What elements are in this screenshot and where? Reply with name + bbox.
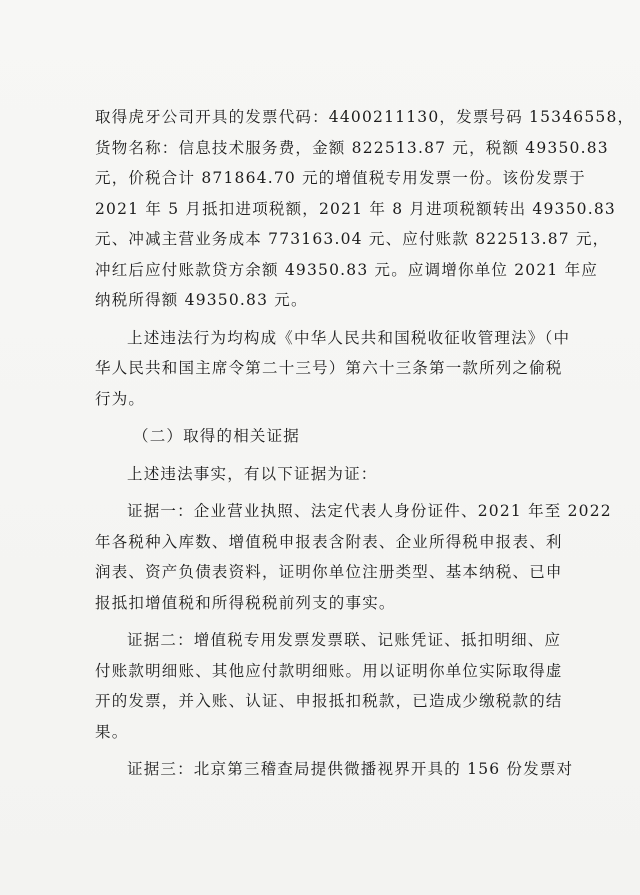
paragraph-evidence-intro (95, 459, 575, 490)
text-line: 开的发票，并入账、认证、申报抵扣税款，已造成少缴税款的结 (95, 692, 563, 710)
text-line: 年各税种入库数、增值税申报表含附表、企业所得税申报表、利 (95, 532, 563, 551)
text-line: 纳税所得额 49350.83 元。 (95, 291, 308, 309)
text-line: 取得虎牙公司开具的发票代码：4400211130，发票号码 15346558， (95, 108, 635, 126)
paragraph-gap (95, 414, 575, 421)
text-line: 华人民共和国主席令第二十三号）第六十三条第一款所列之偷税 (95, 359, 563, 377)
paragraph-gap (95, 316, 575, 323)
text-line: 证据一：企业营业执照、法定代表人身份证件、2021 年至 2022 (127, 502, 612, 520)
text-line: 元，价税合计 871864.70 元的增值税专用发票一份。该份发票于 (95, 169, 586, 187)
paragraph-gap (95, 489, 575, 496)
section-heading-evidence: （二）取得的相关证据 (133, 427, 301, 445)
text-line: 货物名称：信息技术服务费，金额 822513.87 元，税额 49350.83 (95, 138, 609, 157)
text-line: 报抵扣增值税和所得税税前列支的事实。 (95, 593, 396, 612)
paragraph-gap (95, 618, 575, 625)
paragraph-evidence-three (95, 754, 575, 785)
document-body (95, 102, 635, 785)
paragraph-evidence-one (95, 496, 612, 618)
text-line: 2021 年 5 月抵扣进项税额，2021 年 8 月进项税额转出 49350.83 (95, 199, 616, 218)
paragraph-evidence-two (95, 625, 575, 747)
text-line: 行为。 (95, 389, 146, 408)
text-line: 上述违法行为均构成《中华人民共和国税收征收管理法》（中 (127, 328, 571, 347)
text-line: 证据三：北京第三稽查局提供微播视界开具的 156 份发票对 (127, 760, 574, 778)
text-line: 润表、资产负债表资料，证明你单位注册类型、基本纳税、已申 (95, 563, 563, 581)
paragraph-legal-basis (95, 323, 575, 415)
paragraph-invoice-details (95, 102, 635, 316)
paragraph-gap (95, 747, 575, 754)
text-line: 果。 (95, 722, 129, 741)
text-line: 付账款明细账、其他应付款明细账。用以证明你单位实际取得虚 (95, 661, 563, 680)
paragraph-gap (95, 452, 575, 459)
text-line: 证据二：增值税专用发票发票联、记账凭证、抵扣明细、应 (127, 631, 562, 649)
text-line: 上述违法事实，有以下证据为证： (127, 464, 378, 483)
text-line: 元、冲减主营业务成本 773163.04 元、应付账款 822513.87 元， (95, 230, 610, 248)
text-line: 冲红后应付账款贷方余额 49350.83 元。应调增你单位 2021 年应 (95, 260, 599, 279)
